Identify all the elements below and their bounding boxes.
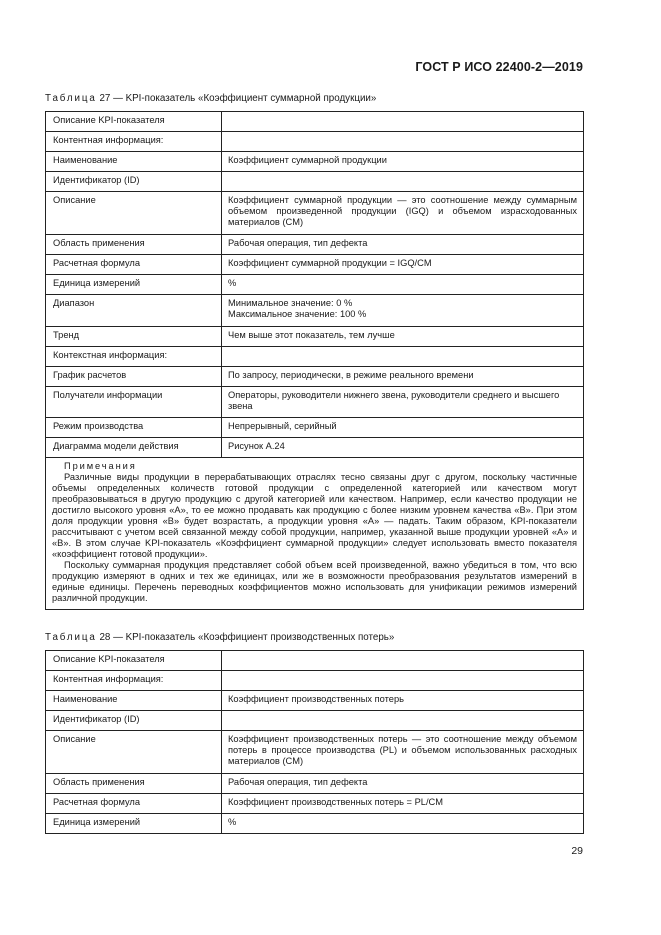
row-label: Описание KPI-показателя: [46, 112, 222, 132]
table-row: [46, 152, 584, 172]
row-value: Чем выше этот показатель, тем лучше: [222, 327, 584, 347]
table-row: [46, 731, 584, 774]
row-value: Коэффициент производственных потерь — это соотношение между объемом потерь в процессе производства (PL) и объемом использованных расходных материалов (CM): [222, 731, 584, 774]
row-value: По запросу, периодически, в режиме реального времени: [222, 367, 584, 387]
row-label: Идентификатор (ID): [46, 172, 222, 192]
row-value: Рисунок А.24: [222, 438, 584, 458]
row-value: Непрерывный, серийный: [222, 418, 584, 438]
row-value: [222, 112, 584, 132]
row-label: Получатели информации: [46, 387, 222, 418]
row-label: Диапазон: [46, 295, 222, 327]
table-row: [46, 711, 584, 731]
table-27-notes: [46, 458, 584, 610]
row-label: Наименование: [46, 152, 222, 172]
range-max: Максимальное значение: 100 %: [228, 309, 367, 319]
row-value: [222, 172, 584, 192]
table-row: [46, 387, 584, 418]
table-28-caption: [45, 632, 394, 643]
row-label: Область применения: [46, 235, 222, 255]
row-label: График расчетов: [46, 367, 222, 387]
table-row: [46, 112, 584, 132]
document-code: ГОСТ Р ИСО 22400-2—2019: [415, 60, 583, 74]
table-28-caption-prefix: Таблица: [45, 632, 97, 643]
table-row: [46, 691, 584, 711]
table-row: [46, 347, 584, 367]
table-27-caption-text: 27 — KPI-показатель «Коэффициент суммарной продукции»: [99, 93, 377, 104]
table-row: [46, 774, 584, 794]
row-value: Коэффициент производственных потерь = PL/CM: [222, 794, 584, 814]
row-label: Описание KPI-показателя: [46, 651, 222, 671]
table-row: [46, 235, 584, 255]
row-value: [222, 347, 584, 367]
row-label: Диаграмма модели действия: [46, 438, 222, 458]
row-label: Описание: [46, 192, 222, 235]
table-27-caption: [45, 93, 376, 104]
row-label: Наименование: [46, 691, 222, 711]
table-row: [46, 255, 584, 275]
row-label: Идентификатор (ID): [46, 711, 222, 731]
table-row: [46, 327, 584, 347]
notes-title: Примечания: [64, 461, 137, 471]
row-label: Контентная информация:: [46, 132, 222, 152]
row-value: Рабочая операция, тип дефекта: [222, 774, 584, 794]
table-row: [46, 192, 584, 235]
row-value: Коэффициент суммарной продукции: [222, 152, 584, 172]
row-label: Расчетная формула: [46, 794, 222, 814]
table-row: [46, 671, 584, 691]
row-label: Область применения: [46, 774, 222, 794]
table-row: [46, 651, 584, 671]
table-row: [46, 295, 584, 327]
row-label: Режим производства: [46, 418, 222, 438]
row-value: [222, 132, 584, 152]
table-row: [46, 794, 584, 814]
row-value: %: [222, 814, 584, 834]
row-value: Коэффициент суммарной продукции — это соотношение между суммарным объемом произведенной продукции (IGQ) и объемом израсходованных материалов (CM): [222, 192, 584, 235]
table-row: [46, 132, 584, 152]
row-label: Тренд: [46, 327, 222, 347]
table-27: [45, 111, 584, 610]
table-28: [45, 650, 584, 834]
table-row: [46, 367, 584, 387]
row-label: Расчетная формула: [46, 255, 222, 275]
row-value: %: [222, 275, 584, 295]
row-value: [222, 671, 584, 691]
row-label: Описание: [46, 731, 222, 774]
table-row: [46, 275, 584, 295]
note-paragraph: Поскольку суммарная продукция представляет собой объем всей произведенной, важно убедиться в том, что всю продукцию измеряют в одних и тех же единицах, или же в возможности преобразования результатов измерений в единые единицы. Перечень переводных коэффициентов можно использовать для унификации режимов измерений различной продукции.: [52, 560, 577, 603]
notes-row: [46, 458, 584, 610]
row-value: [222, 295, 584, 327]
table-row: [46, 814, 584, 834]
table-27-caption-prefix: Таблица: [45, 93, 97, 104]
table-28-caption-text: 28 — KPI-показатель «Коэффициент производственных потерь»: [99, 632, 395, 643]
row-label: Единица измерений: [46, 275, 222, 295]
row-label: Контекстная информация:: [46, 347, 222, 367]
note-paragraph: Различные виды продукции в перерабатывающих отраслях тесно связаны друг с другом, поскольку частичные объемы определенных количеств готовой продукции с определенной категорией или качеством могут преобразовываться в другую продукцию с другой категорией или качеством. Например, если качество продукции не достигло высокого уровня «А», то ее можно продавать как продукцию с более низким уровнем качества «В». При этом доля продукции уровня «В» будет возрастать, а продукции уровня «А» — падать. Таким образом, KPI-показатели рассчитывают с учетом всей связанной между собой продукции, например, указанной выше продукции уровней «А» и «В». В этом случае KPI-показатель «Коэффициент суммарной продукции» следует использовать вместо показателя «коэффициент готовой продукции».: [52, 472, 577, 559]
row-value: [222, 651, 584, 671]
row-value: [222, 711, 584, 731]
row-value: Рабочая операция, тип дефекта: [222, 235, 584, 255]
table-row: [46, 172, 584, 192]
page-number: 29: [571, 845, 583, 857]
table-row: [46, 418, 584, 438]
row-label: Единица измерений: [46, 814, 222, 834]
table-row: [46, 438, 584, 458]
row-label: Контентная информация:: [46, 671, 222, 691]
row-value: Операторы, руководители нижнего звена, руководители среднего и высшего звена: [222, 387, 584, 418]
range-min: Минимальное значение: 0 %: [228, 298, 353, 308]
row-value: Коэффициент суммарной продукции = IGQ/CM: [222, 255, 584, 275]
row-value: Коэффициент производственных потерь: [222, 691, 584, 711]
